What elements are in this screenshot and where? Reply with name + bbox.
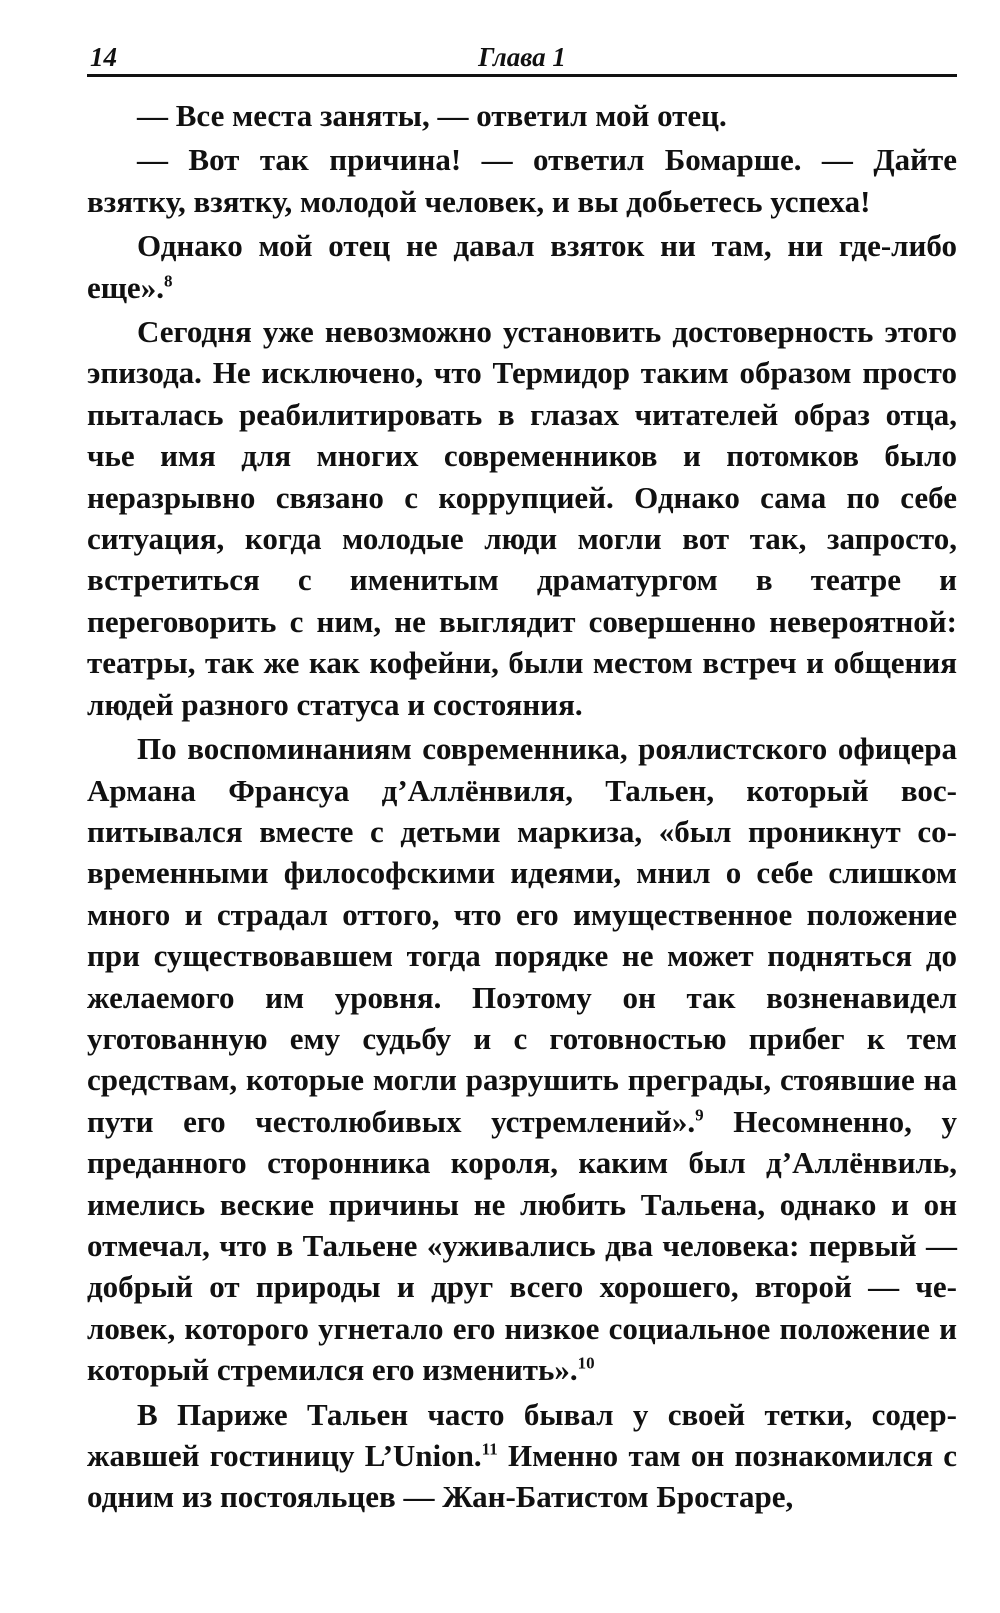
paragraph xyxy=(87,95,957,136)
paragraph xyxy=(87,728,957,1391)
body-text xyxy=(87,95,957,1518)
paragraph-text: — Все места заняты, — ответил мой отец. xyxy=(137,98,727,133)
paragraph-text: — Вот так причина! — ответил Бомарше. — Дайте взятку, взятку, молодой человек, и вы добьетесь успеха! xyxy=(87,142,957,219)
paragraph-text: Сегодня уже невозможно установить достоверность этого эпизода. Не исключено, что Термидор таким образом просто пыталась реабилитировать в глазах читателей образ отца, чье имя для многих современников и потомков было неразрывно связано с коррупцией. Однако сама по себе ситуация, когда молодые люди могли вот так, запросто, встретиться с именитым драматургом в театре и переговорить с ним, не выглядит совершенно невероятной: театры, так же как кофейни, были местом встреч и общения людей разного статуса и состояния. xyxy=(87,314,957,722)
page-header xyxy=(87,38,957,77)
paragraph xyxy=(87,1394,957,1518)
book-page xyxy=(87,38,957,1518)
footnote-marker: 9 xyxy=(695,1105,704,1125)
footnote-marker: 10 xyxy=(577,1353,595,1373)
page-number: 14 xyxy=(90,42,117,72)
footnote-marker: 8 xyxy=(163,271,173,291)
chapter-title: Глава 1 xyxy=(478,42,566,72)
paragraph-text: В Париже Тальен часто бывал у своей тетки, содержавшей гостиницу L’Union. xyxy=(87,1396,957,1473)
paragraph-text: По воспоминаниям современника, роялистского офицера Армана Франсуа д’Аллёнвиля, Тальен, который воспитывался вместе с детьми маркиза, «был проникнут современными философскими идеями, мнил о себе слишком много и страдал оттого, что его имущественное положение при существовавшем тогда порядке не может подняться до желаемого им уровня. Поэтому он так возненавидел уготованную ему судьбу и с готовностью прибег к тем средствам, которые могли разрушить преграды, стоявшие на пути его честолюбивых устремлений». xyxy=(87,731,957,1139)
paragraph-text: Однако мой отец не давал взяток ни там, ни где-либо еще». xyxy=(87,228,957,305)
paragraph xyxy=(87,311,957,725)
paragraph xyxy=(87,139,957,222)
paragraph-text-continuation: Несомненно, у преданного сторонника короля, каким был д’Аллёнвиль, имелись веские причины не любить Тальена, однако и он отмечал, что в Тальене «уживались два человека: первый — добрый от природы и друг всего хорошего, второй — человек, которого угнетало его низкое социальное положение и который стремился его изменить». xyxy=(87,1103,957,1388)
footnote-marker: 11 xyxy=(481,1439,498,1459)
paragraph xyxy=(87,225,957,308)
paragraph-text-continuation: Именно там он познакомился с одним из постояльцев — Жан-Батистом Бростаре, xyxy=(87,1438,957,1515)
